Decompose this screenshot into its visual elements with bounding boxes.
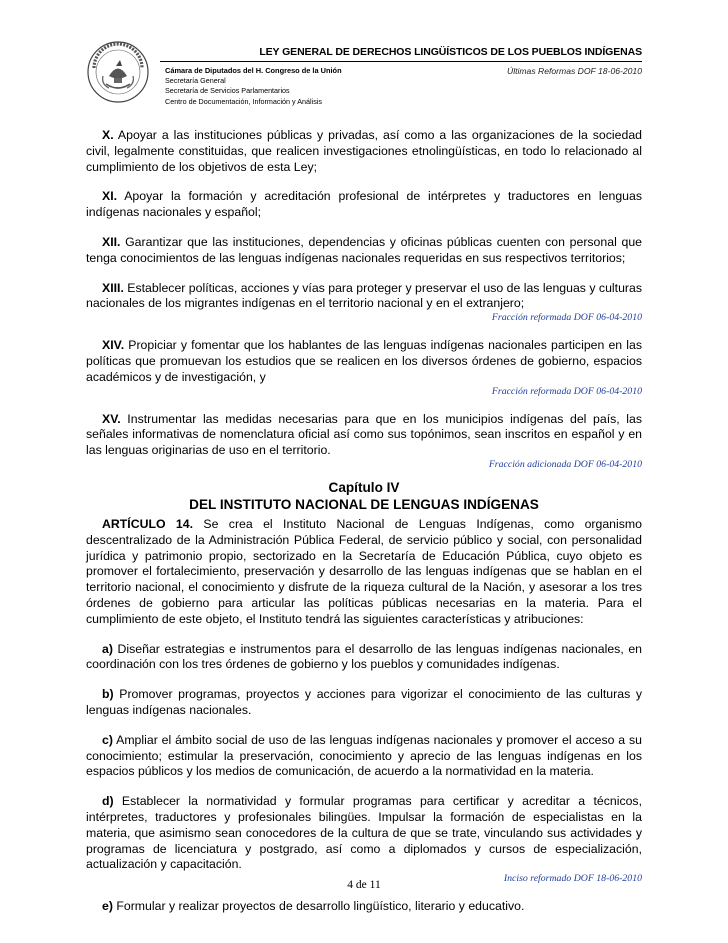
law-title: LEY GENERAL DE DERECHOS LINGÜÍSTICOS DE LOS PUEBLOS INDÍGENAS [259, 46, 642, 58]
subitem-a [86, 642, 642, 674]
reform-note: Fracción reformada DOF 06-04-2010 [491, 385, 642, 397]
subitem-text: Establecer la normatividad y formular programas para certificar y acreditar a técnicos, intérpretes, traductores y profesionales bilingües. Impulsar la formación de especialistas en la materia, que asimismo sean conocedores de la cultura de que se trate, vinculando sus actividades y programas de licenciatura y postgrado, así como a diplomados y cursos de especialización, actualización y capacitación. [86, 794, 642, 872]
fraction-number: XV. [102, 411, 121, 426]
page-number: 4 de 11 [347, 879, 381, 891]
subitem-c [86, 733, 642, 780]
fraction-number: XI. [102, 189, 118, 204]
subitem-letter: a) [102, 641, 113, 656]
subitem-text: Diseñar estrategias e instrumentos para el desarrollo de las lenguas indígenas nacionales, en coordinación con los tres órdenes de gobierno y los pueblos y comunidades indígenas. [86, 641, 642, 672]
issuer-block [165, 66, 342, 107]
fraction-text: Instrumentar las medidas necesarias para que en los municipios indígenas del país, las señales informativas de nomenclatura oficial así como sus topónimos, sean inscritos en español y en las lenguas originarias de uso en el territorio. [86, 411, 642, 458]
subitem-text: Ampliar el ámbito social de uso de las lenguas indígenas nacionales y promover el acceso a su conocimiento; estimular la preservación, conocimiento y aprecio de las lenguas indígenas en los espacios públicos y los medios de comunicación, de acuerdo a la normatividad en la materia. [86, 732, 642, 779]
mexican-coat-of-arms-seal-icon [86, 40, 150, 104]
fraction-xv [86, 412, 642, 459]
subitem-text: Formular y realizar proyectos de desarrollo lingüístico, literario y educativo. [112, 899, 525, 914]
document-body [86, 128, 642, 915]
fraction-text: Garantizar que las instituciones, dependencias y oficinas públicas cuenten con personal que tenga conocimientos de las lenguas indígenas nacionales requeridas en sus respectivos territorios; [86, 234, 642, 265]
article-number: ARTÍCULO 14. [102, 516, 193, 531]
subitem-letter: b) [102, 687, 114, 702]
fraction-text: Apoyar la formación y acreditación profesional de intérpretes y traductores en lenguas indígenas nacionales y español; [86, 189, 642, 220]
fraction-xi [86, 189, 642, 221]
subitem-letter: c) [102, 732, 113, 747]
fraction-text: Establecer políticas, acciones y vías para proteger y preservar el uso de las lenguas y culturas nacionales de los migrantes indígenas en el territorio nacional y en el extranjero; [86, 280, 642, 311]
subitem-e [86, 899, 642, 915]
chamber-name: Cámara de Diputados del H. Congreso de la Unión [165, 66, 342, 75]
fraction-number: X. [102, 128, 114, 142]
header-divider [160, 61, 642, 62]
reform-note: Fracción adicionada DOF 06-04-2010 [488, 458, 642, 470]
chapter-number: Capítulo IV [328, 479, 400, 495]
fraction-xiii [86, 281, 642, 313]
issuer-line: Centro de Documentación, Información y Análisis [165, 96, 323, 106]
reform-note: Inciso reformado DOF 18-06-2010 [503, 873, 642, 885]
fraction-number: XII. [102, 234, 121, 249]
fraction-text: Propiciar y fomentar que los hablantes de las lenguas indígenas nacionales participen en las políticas que promuevan los estudios que se realicen en los diversos órdenes de gobierno, espacios académicos y de investigación, y [86, 338, 642, 384]
fraction-xiv [86, 338, 642, 385]
chapter-heading [86, 479, 642, 513]
chapter-title: DEL INSTITUTO NACIONAL DE LENGUAS INDÍGENAS [189, 496, 539, 512]
subitem-d [86, 794, 642, 873]
article-text: Se crea el Instituto Nacional de Lenguas Indígenas, como organismo descentralizado de la Administración Pública Federal, de servicio público y social, con personalidad jurídica y patrimonio propio, sectorizado en la Secretaría de Educación Pública, cuyo objeto es promover el fortalecimiento, preservación y desarrollo de las lenguas indígenas que se hablan en el territorio nacional, el conocimiento y disfrute de la riqueza cultural de la Nación, y asesorar a los tres órdenes de gobierno para articular las políticas públicas necesarias en la materia. Para el cumplimiento de este objeto, el Instituto tendrá las siguientes características y atribuciones: [86, 516, 642, 626]
article-14 [86, 517, 642, 628]
subitem-letter: e) [102, 899, 113, 914]
subitem-b [86, 687, 642, 719]
fraction-text: Apoyar a las instituciones públicas y privadas, así como a las organizaciones de la sociedad civil, legalmente constituidas, que realicen investigaciones etnolingüísticas, en todo lo relacionado al cumplimiento de los objetivos de esta Ley; [86, 128, 642, 174]
issuer-line: Secretaría de Servicios Parlamentarios [165, 86, 290, 96]
fraction-x [86, 128, 642, 175]
last-reform-label: Últimas Reformas DOF 18-06-2010 [506, 66, 642, 76]
subitem-text: Promover programas, proyectos y acciones para vigorizar el conocimiento de las culturas y lenguas indígenas nacionales. [86, 687, 642, 717]
fraction-number: XIV. [102, 338, 125, 353]
reform-note: Fracción reformada DOF 06-04-2010 [491, 312, 642, 324]
fraction-number: XIII. [102, 280, 124, 295]
subitem-letter: d) [102, 794, 114, 809]
fraction-xii [86, 235, 642, 267]
issuer-line: Secretaría General [165, 76, 226, 86]
